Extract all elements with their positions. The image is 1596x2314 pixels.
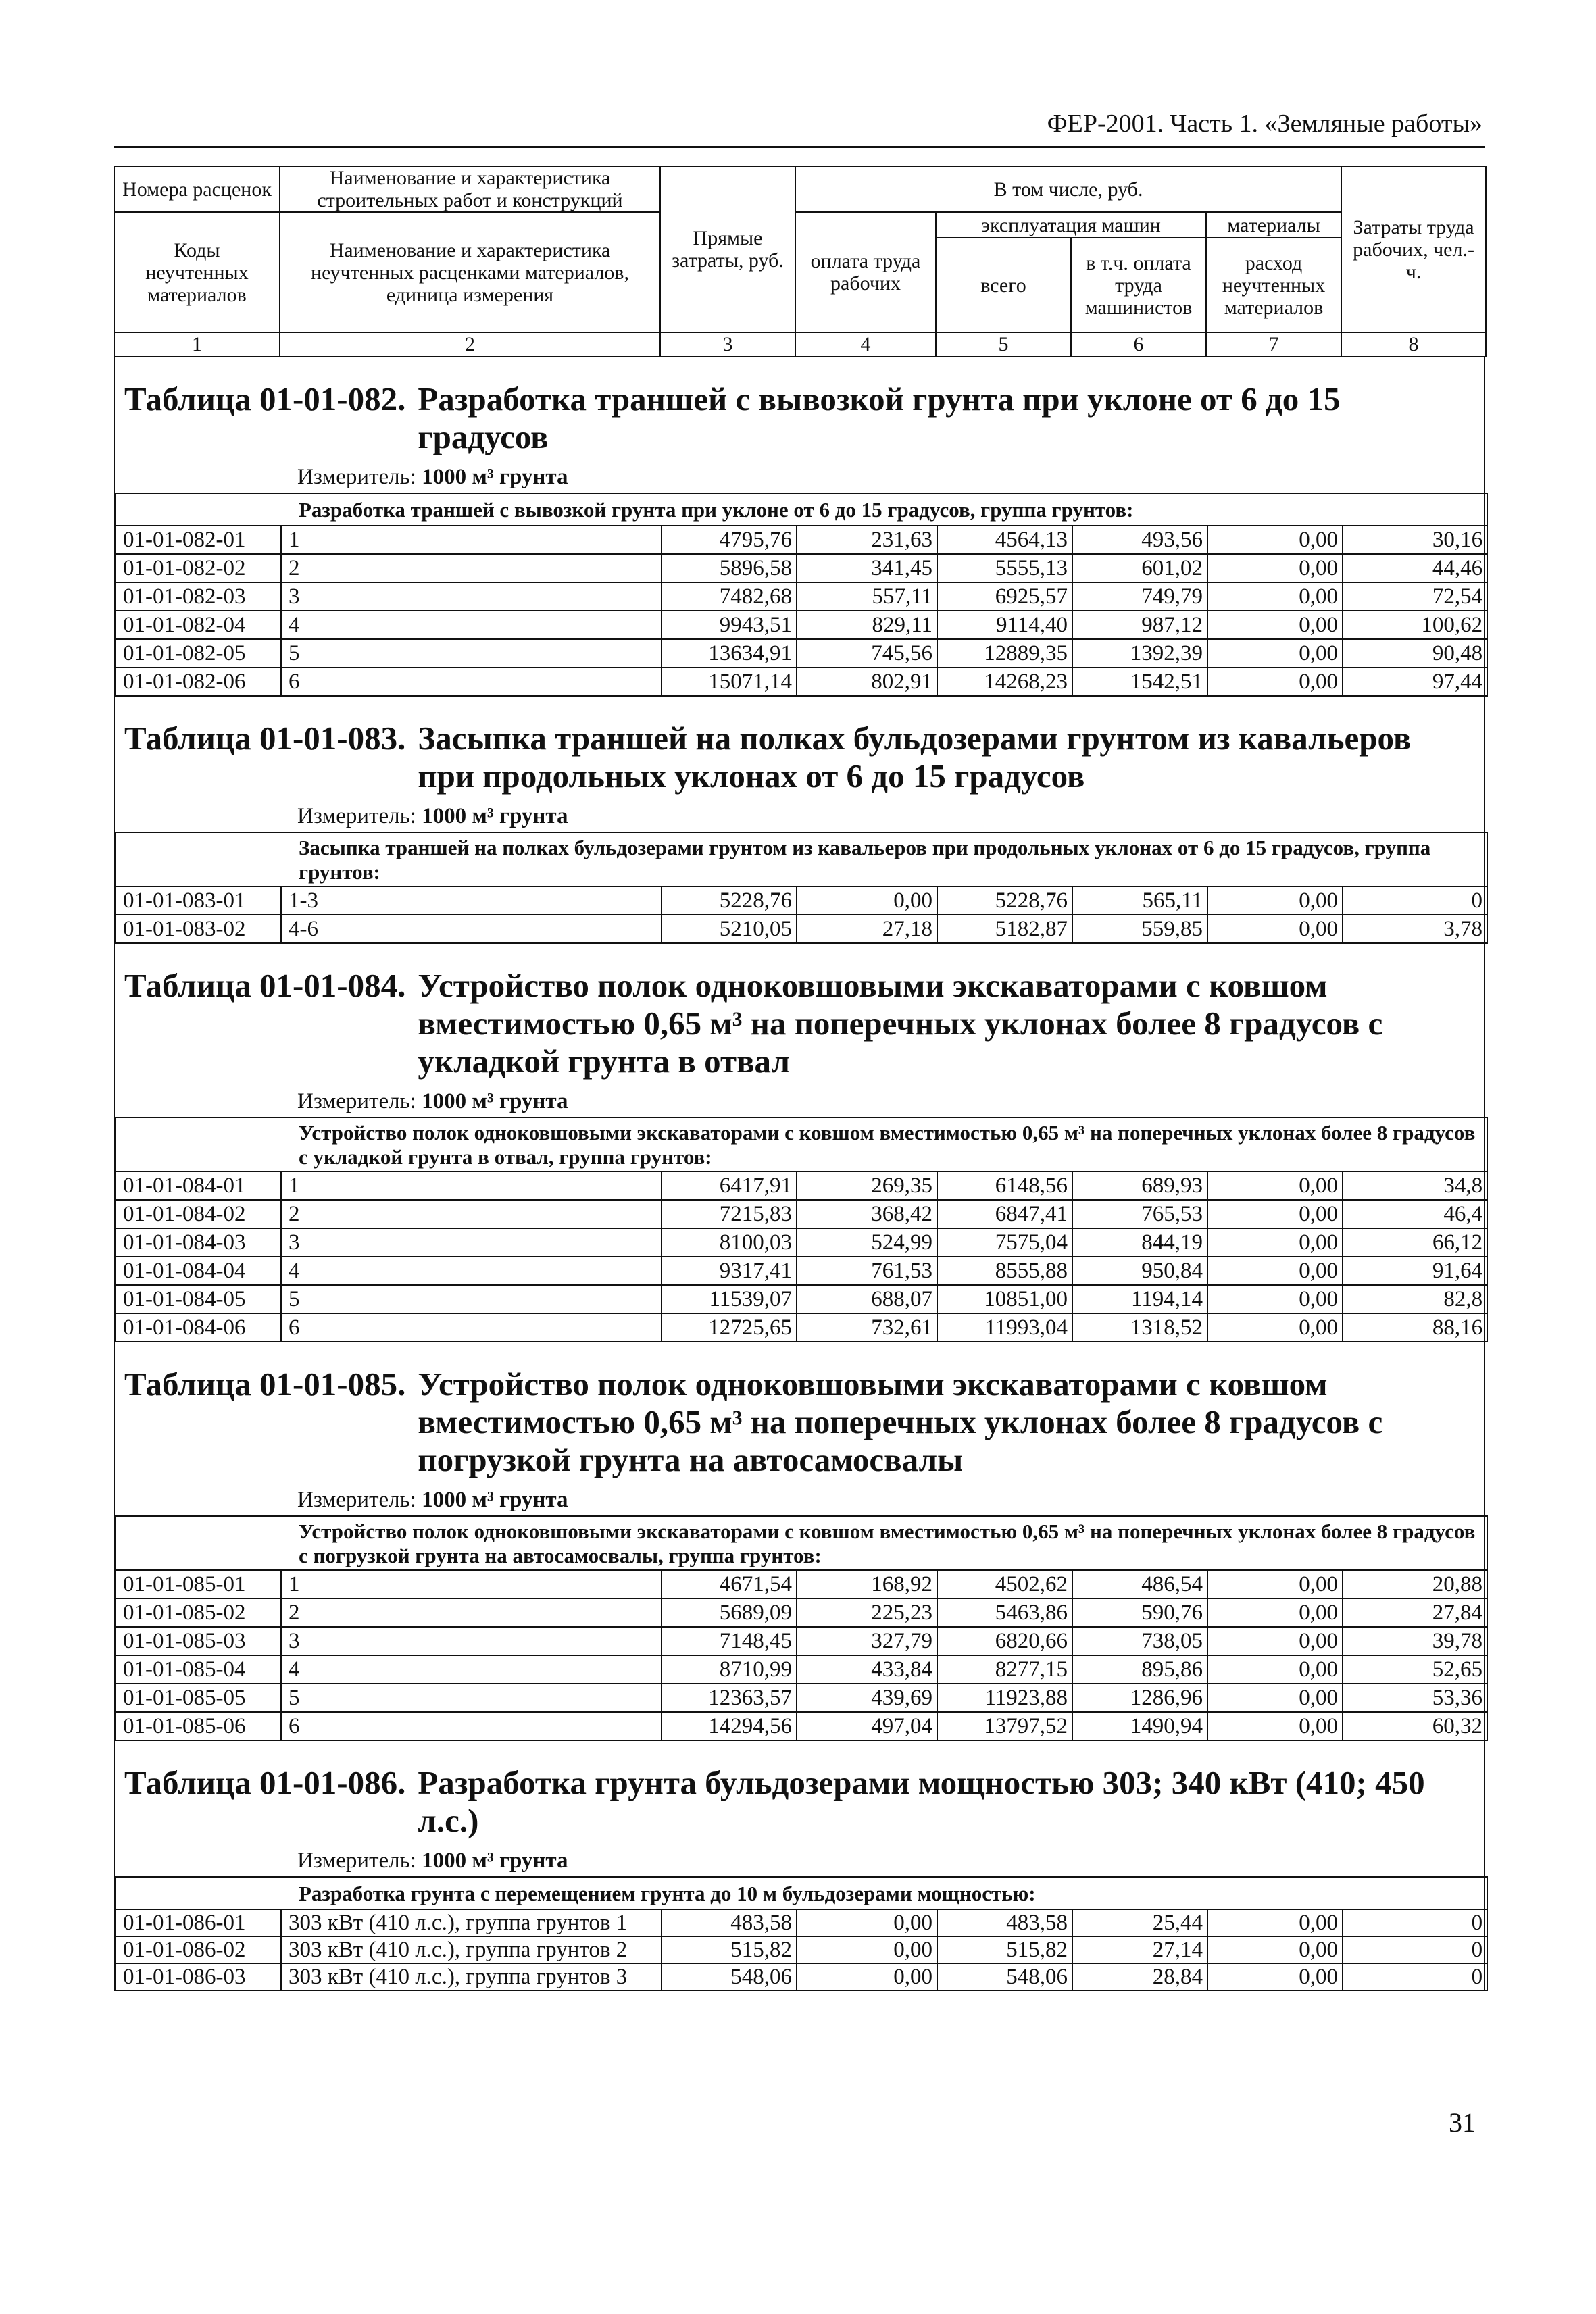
- table-row: [116, 582, 1487, 611]
- cell-value: 8710,99: [662, 1655, 797, 1684]
- cell-value: 0,00: [1207, 1712, 1343, 1740]
- rate-description: 5: [281, 639, 662, 668]
- cell-value: 1542,51: [1072, 668, 1207, 696]
- table-title: [115, 697, 1484, 801]
- rate-code: 01-01-085-02: [116, 1599, 281, 1627]
- cell-value: 5896,58: [662, 554, 797, 582]
- table-row: [116, 1684, 1487, 1712]
- cell-value: 8277,15: [937, 1655, 1072, 1684]
- table-title: [115, 1741, 1484, 1845]
- rate-description: 6: [281, 1712, 662, 1740]
- group-row: [116, 1877, 1487, 1909]
- rate-code: 01-01-083-01: [116, 886, 281, 915]
- cell-value: 6847,41: [937, 1200, 1072, 1228]
- table-meter: [115, 1845, 1484, 1876]
- cell-value: 950,84: [1072, 1257, 1207, 1285]
- cell-value: 13634,91: [662, 639, 797, 668]
- rate-table: [115, 832, 1488, 944]
- header-col3: Прямые затраты, руб.: [660, 166, 795, 332]
- rate-code: 01-01-082-05: [116, 639, 281, 668]
- cell-value: 27,18: [797, 915, 937, 943]
- group-title: Засыпка траншей на полках бульдозерами грунтом из кавальеров при продольных уклонах от 6 до 15 градусов, группа грунтов:: [116, 832, 1487, 886]
- table-row: [116, 886, 1487, 915]
- cell-value: 72,54: [1343, 582, 1487, 611]
- header-number-7: 7: [1206, 332, 1341, 357]
- cell-value: 30,16: [1343, 526, 1487, 554]
- cell-value: 5689,09: [662, 1599, 797, 1627]
- cell-value: 0,00: [1207, 1936, 1343, 1963]
- table-row: [116, 554, 1487, 582]
- cell-value: 5463,86: [937, 1599, 1072, 1627]
- table-title: [115, 1342, 1484, 1484]
- table-row: [116, 668, 1487, 696]
- group-title: Разработка траншей с вывозкой грунта при уклоне от 6 до 15 градусов, группа грунтов:: [116, 493, 1487, 526]
- cell-value: 0,00: [1207, 526, 1343, 554]
- table-title-text: Устройство полок одноковшовыми экскаваторами с ковшом вместимостью 0,65 м³ на поперечных уклонах более 8 градусов с укладкой грунта в отвал: [418, 967, 1383, 1080]
- rate-code: 01-01-085-05: [116, 1684, 281, 1712]
- cell-value: 20,88: [1343, 1570, 1487, 1599]
- cell-value: 8555,88: [937, 1257, 1072, 1285]
- group-row: [116, 1516, 1487, 1570]
- cell-value: 5555,13: [937, 554, 1072, 582]
- table-row: [116, 1570, 1487, 1599]
- table-title-text: Устройство полок одноковшовыми экскаваторами с ковшом вместимостью 0,65 м³ на поперечных уклонах более 8 градусов с погрузкой грунта на автосамосвалы: [418, 1365, 1383, 1478]
- cell-value: 5228,76: [937, 886, 1072, 915]
- cell-value: 745,56: [797, 639, 937, 668]
- cell-value: 12363,57: [662, 1684, 797, 1712]
- rate-description: 5: [281, 1285, 662, 1313]
- rate-table-section: [114, 697, 1485, 944]
- cell-value: 4502,62: [937, 1570, 1072, 1599]
- table-code: Таблица 01-01-085.: [124, 1365, 406, 1403]
- cell-value: 0,00: [1207, 1313, 1343, 1342]
- table-title-text: Разработка грунта бульдозерами мощностью 303; 340 кВт (410; 450 л.с.): [418, 1764, 1425, 1839]
- rate-description: 1: [281, 526, 662, 554]
- cell-value: 13797,52: [937, 1712, 1072, 1740]
- cell-value: 0,00: [1207, 1285, 1343, 1313]
- cell-value: 82,8: [1343, 1285, 1487, 1313]
- cell-value: 34,8: [1343, 1172, 1487, 1200]
- cell-value: 168,92: [797, 1570, 937, 1599]
- cell-value: 0,00: [1207, 668, 1343, 696]
- rate-code: 01-01-084-06: [116, 1313, 281, 1342]
- page-number: 31: [1449, 2107, 1476, 2138]
- cell-value: 0,00: [1207, 886, 1343, 915]
- table-title: [115, 944, 1484, 1086]
- table-row: [116, 1963, 1487, 1990]
- cell-value: 590,76: [1072, 1599, 1207, 1627]
- cell-value: 7215,83: [662, 1200, 797, 1228]
- rate-table: [115, 1515, 1488, 1741]
- cell-value: 0,00: [797, 1909, 937, 1936]
- header-number-4: 4: [795, 332, 936, 357]
- cell-value: 515,82: [937, 1936, 1072, 1963]
- rate-code: 01-01-084-03: [116, 1228, 281, 1257]
- header-number-5: 5: [936, 332, 1071, 357]
- group-title: Устройство полок одноковшовыми экскаваторами с ковшом вместимостью 0,65 м³ на поперечных уклонах более 8 градусов с укладкой грунта в отвал, группа грунтов:: [116, 1117, 1487, 1172]
- running-head: ФЕР-2001. Часть 1. «Земляные работы»: [1047, 109, 1482, 138]
- cell-value: 0,00: [797, 886, 937, 915]
- cell-value: 15071,14: [662, 668, 797, 696]
- table-row: [116, 1313, 1487, 1342]
- cell-value: 0,00: [1207, 611, 1343, 639]
- table-code: Таблица 01-01-082.: [124, 380, 406, 418]
- rate-description: 6: [281, 668, 662, 696]
- cell-value: 25,44: [1072, 1909, 1207, 1936]
- table-row: [116, 1172, 1487, 1200]
- group-row: [116, 493, 1487, 526]
- header-col8: Затраты труда рабочих, чел.-ч.: [1341, 166, 1486, 332]
- cell-value: 559,85: [1072, 915, 1207, 943]
- cell-value: 483,58: [937, 1909, 1072, 1936]
- table-meter: [115, 801, 1484, 832]
- rate-code: 01-01-082-01: [116, 526, 281, 554]
- cell-value: 433,84: [797, 1655, 937, 1684]
- cell-value: 0: [1343, 1963, 1487, 1990]
- header-number-6: 6: [1071, 332, 1206, 357]
- cell-value: 6148,56: [937, 1172, 1072, 1200]
- cell-value: 439,69: [797, 1684, 937, 1712]
- cell-value: 3,78: [1343, 915, 1487, 943]
- table-row: [116, 1712, 1487, 1740]
- rate-code: 01-01-086-01: [116, 1909, 281, 1936]
- rate-code: 01-01-085-06: [116, 1712, 281, 1740]
- table-row: [116, 915, 1487, 943]
- cell-value: 1194,14: [1072, 1285, 1207, 1313]
- table-row: [116, 1909, 1487, 1936]
- rate-description: 303 кВт (410 л.с.), группа грунтов 3: [281, 1963, 662, 1990]
- cell-value: 0,00: [797, 1963, 937, 1990]
- table-row: [116, 1655, 1487, 1684]
- cell-value: 689,93: [1072, 1172, 1207, 1200]
- header-col4: оплата труда рабочих: [795, 212, 936, 332]
- cell-value: 60,32: [1343, 1712, 1487, 1740]
- cell-value: 12889,35: [937, 639, 1072, 668]
- cell-value: 761,53: [797, 1257, 937, 1285]
- rate-code: 01-01-085-03: [116, 1627, 281, 1655]
- header-col1-bottom: Коды неучтенных материалов: [114, 212, 280, 332]
- rate-table: [115, 493, 1488, 697]
- table-meter: [115, 1484, 1484, 1515]
- rate-description: 3: [281, 1627, 662, 1655]
- rate-code: 01-01-082-04: [116, 611, 281, 639]
- cell-value: 11993,04: [937, 1313, 1072, 1342]
- cell-value: 0,00: [1207, 1963, 1343, 1990]
- rate-code: 01-01-084-01: [116, 1172, 281, 1200]
- table-row: [116, 1257, 1487, 1285]
- cell-value: 53,36: [1343, 1684, 1487, 1712]
- cell-value: 0,00: [1207, 1909, 1343, 1936]
- rate-table: [115, 1117, 1488, 1342]
- cell-value: 327,79: [797, 1627, 937, 1655]
- rate-code: 01-01-083-02: [116, 915, 281, 943]
- cell-value: 565,11: [1072, 886, 1207, 915]
- cell-value: 738,05: [1072, 1627, 1207, 1655]
- cell-value: 0,00: [1207, 915, 1343, 943]
- cell-value: 7148,45: [662, 1627, 797, 1655]
- cell-value: 90,48: [1343, 639, 1487, 668]
- cell-value: 0,00: [1207, 1228, 1343, 1257]
- cell-value: 4795,76: [662, 526, 797, 554]
- rate-code: 01-01-084-05: [116, 1285, 281, 1313]
- cell-value: 11539,07: [662, 1285, 797, 1313]
- rate-description: 1: [281, 1570, 662, 1599]
- cell-value: 802,91: [797, 668, 937, 696]
- table-title: [115, 357, 1484, 461]
- rate-table-section: [114, 944, 1485, 1342]
- header-number-8: 8: [1341, 332, 1486, 357]
- cell-value: 44,46: [1343, 554, 1487, 582]
- meter-label: Измеритель:: [297, 465, 416, 489]
- cell-value: 486,54: [1072, 1570, 1207, 1599]
- table-row: [116, 1599, 1487, 1627]
- cell-value: 231,63: [797, 526, 937, 554]
- cell-value: 9943,51: [662, 611, 797, 639]
- cell-value: 11923,88: [937, 1684, 1072, 1712]
- cell-value: 0,00: [797, 1936, 937, 1963]
- meter-value: 1000 м³ грунта: [422, 1488, 568, 1512]
- rate-table-section: [114, 357, 1485, 697]
- column-header-table: [114, 166, 1487, 357]
- rate-code: 01-01-086-02: [116, 1936, 281, 1963]
- cell-value: 1392,39: [1072, 639, 1207, 668]
- cell-value: 0,00: [1207, 639, 1343, 668]
- cell-value: 66,12: [1343, 1228, 1487, 1257]
- rate-description: 303 кВт (410 л.с.), группа грунтов 1: [281, 1909, 662, 1936]
- rate-description: 5: [281, 1684, 662, 1712]
- cell-value: 0,00: [1207, 1200, 1343, 1228]
- cell-value: 46,4: [1343, 1200, 1487, 1228]
- meter-label: Измеритель:: [297, 804, 416, 828]
- header-number-3: 3: [660, 332, 795, 357]
- meter-value: 1000 м³ грунта: [422, 1848, 568, 1873]
- table-title-text: Разработка траншей с вывозкой грунта при уклоне от 6 до 15 градусов: [418, 380, 1341, 455]
- cell-value: 14294,56: [662, 1712, 797, 1740]
- cell-value: 765,53: [1072, 1200, 1207, 1228]
- header-col5: всего: [936, 238, 1071, 332]
- cell-value: 0: [1343, 886, 1487, 915]
- cell-value: 749,79: [1072, 582, 1207, 611]
- rate-description: 1-3: [281, 886, 662, 915]
- group-row: [116, 832, 1487, 886]
- rate-description: 4: [281, 1655, 662, 1684]
- rate-code: 01-01-084-04: [116, 1257, 281, 1285]
- rate-code: 01-01-082-03: [116, 582, 281, 611]
- cell-value: 987,12: [1072, 611, 1207, 639]
- cell-value: 88,16: [1343, 1313, 1487, 1342]
- rate-table: [115, 1876, 1488, 1991]
- table-meter: [115, 461, 1484, 493]
- cell-value: 368,42: [797, 1200, 937, 1228]
- cell-value: 0: [1343, 1909, 1487, 1936]
- cell-value: 6417,91: [662, 1172, 797, 1200]
- cell-value: 0,00: [1207, 1627, 1343, 1655]
- cell-value: 493,56: [1072, 526, 1207, 554]
- cell-value: 10851,00: [937, 1285, 1072, 1313]
- cell-value: 0,00: [1207, 1570, 1343, 1599]
- cell-value: 601,02: [1072, 554, 1207, 582]
- meter-value: 1000 м³ грунта: [422, 465, 568, 489]
- cell-value: 6925,57: [937, 582, 1072, 611]
- header-rule: [114, 146, 1485, 148]
- cell-value: 1318,52: [1072, 1313, 1207, 1342]
- rate-table-section: [114, 1342, 1485, 1741]
- cell-value: 97,44: [1343, 668, 1487, 696]
- cell-value: 844,19: [1072, 1228, 1207, 1257]
- meter-label: Измеритель:: [297, 1848, 416, 1873]
- table-row: [116, 1285, 1487, 1313]
- rate-code: 01-01-082-06: [116, 668, 281, 696]
- rate-code: 01-01-084-02: [116, 1200, 281, 1228]
- cell-value: 7575,04: [937, 1228, 1072, 1257]
- table-row: [116, 1200, 1487, 1228]
- cell-value: 6820,66: [937, 1627, 1072, 1655]
- table-row: [116, 639, 1487, 668]
- cell-value: 5182,87: [937, 915, 1072, 943]
- table-title-text: Засыпка траншей на полках бульдозерами грунтом из кавальеров при продольных уклонах от 6 до 15 градусов: [418, 720, 1412, 795]
- header-machines: эксплуатация машин: [936, 212, 1206, 238]
- cell-value: 0,00: [1207, 582, 1343, 611]
- rate-description: 1: [281, 1172, 662, 1200]
- rate-tables: [114, 357, 1485, 1991]
- cell-value: 91,64: [1343, 1257, 1487, 1285]
- cell-value: 0: [1343, 1936, 1487, 1963]
- rate-description: 4: [281, 611, 662, 639]
- group-row: [116, 1117, 1487, 1172]
- cell-value: 269,35: [797, 1172, 937, 1200]
- rate-code: 01-01-082-02: [116, 554, 281, 582]
- cell-value: 0,00: [1207, 554, 1343, 582]
- rate-table-section: [114, 1741, 1485, 1991]
- cell-value: 9114,40: [937, 611, 1072, 639]
- cell-value: 27,14: [1072, 1936, 1207, 1963]
- rate-description: 3: [281, 1228, 662, 1257]
- group-title: Устройство полок одноковшовыми экскаваторами с ковшом вместимостью 0,65 м³ на поперечных уклонах более 8 градусов с погрузкой грунта на автосамосвалы, группа грунтов:: [116, 1516, 1487, 1570]
- cell-value: 1286,96: [1072, 1684, 1207, 1712]
- table-code: Таблица 01-01-084.: [124, 967, 406, 1004]
- rate-code: 01-01-085-04: [116, 1655, 281, 1684]
- table-row: [116, 526, 1487, 554]
- cell-value: 732,61: [797, 1313, 937, 1342]
- cell-value: 9317,41: [662, 1257, 797, 1285]
- cell-value: 557,11: [797, 582, 937, 611]
- cell-value: 39,78: [1343, 1627, 1487, 1655]
- header-incl: В том числе, руб.: [795, 166, 1341, 212]
- header-col2-bottom: Наименование и характеристика неучтенных расценками материалов, единица измерения: [280, 212, 660, 332]
- cell-value: 100,62: [1343, 611, 1487, 639]
- cell-value: 12725,65: [662, 1313, 797, 1342]
- header-number-2: 2: [280, 332, 660, 357]
- table-row: [116, 1936, 1487, 1963]
- cell-value: 52,65: [1343, 1655, 1487, 1684]
- header-col1-top: Номера расценок: [114, 166, 280, 212]
- cell-value: 4671,54: [662, 1570, 797, 1599]
- cell-value: 14268,23: [937, 668, 1072, 696]
- cell-value: 895,86: [1072, 1655, 1207, 1684]
- cell-value: 515,82: [662, 1936, 797, 1963]
- rate-description: 2: [281, 554, 662, 582]
- meter-label: Измеритель:: [297, 1488, 416, 1512]
- table-meter: [115, 1086, 1484, 1117]
- table-row: [116, 1228, 1487, 1257]
- cell-value: 28,84: [1072, 1963, 1207, 1990]
- rate-description: 303 кВт (410 л.с.), группа грунтов 2: [281, 1936, 662, 1963]
- cell-value: 4564,13: [937, 526, 1072, 554]
- header-number-1: 1: [114, 332, 280, 357]
- table-code: Таблица 01-01-083.: [124, 720, 406, 757]
- cell-value: 0,00: [1207, 1655, 1343, 1684]
- cell-value: 548,06: [937, 1963, 1072, 1990]
- cell-value: 548,06: [662, 1963, 797, 1990]
- rate-description: 3: [281, 582, 662, 611]
- rate-description: 2: [281, 1599, 662, 1627]
- cell-value: 225,23: [797, 1599, 937, 1627]
- cell-value: 497,04: [797, 1712, 937, 1740]
- cell-value: 0,00: [1207, 1172, 1343, 1200]
- header-col2-top: Наименование и характеристика строительных работ и конструкций: [280, 166, 660, 212]
- rate-description: 4-6: [281, 915, 662, 943]
- header-col7: расход неучтенных материалов: [1206, 238, 1341, 332]
- rate-description: 6: [281, 1313, 662, 1342]
- cell-value: 341,45: [797, 554, 937, 582]
- cell-value: 524,99: [797, 1228, 937, 1257]
- header-col6: в т.ч. оплата труда машинистов: [1071, 238, 1206, 332]
- cell-value: 0,00: [1207, 1599, 1343, 1627]
- cell-value: 1490,94: [1072, 1712, 1207, 1740]
- header-materials: материалы: [1206, 212, 1341, 238]
- cell-value: 5228,76: [662, 886, 797, 915]
- rate-description: 4: [281, 1257, 662, 1285]
- rate-description: 2: [281, 1200, 662, 1228]
- document-page: [114, 101, 1485, 1991]
- table-row: [116, 1627, 1487, 1655]
- rate-code: 01-01-085-01: [116, 1570, 281, 1599]
- meter-label: Измеритель:: [297, 1089, 416, 1113]
- cell-value: 5210,05: [662, 915, 797, 943]
- cell-value: 7482,68: [662, 582, 797, 611]
- cell-value: 829,11: [797, 611, 937, 639]
- cell-value: 483,58: [662, 1909, 797, 1936]
- cell-value: 0,00: [1207, 1684, 1343, 1712]
- meter-value: 1000 м³ грунта: [422, 804, 568, 828]
- cell-value: 688,07: [797, 1285, 937, 1313]
- rate-code: 01-01-086-03: [116, 1963, 281, 1990]
- table-row: [116, 611, 1487, 639]
- table-code: Таблица 01-01-086.: [124, 1764, 406, 1801]
- cell-value: 8100,03: [662, 1228, 797, 1257]
- group-title: Разработка грунта с перемещением грунта до 10 м бульдозерами мощностью:: [116, 1877, 1487, 1909]
- cell-value: 0,00: [1207, 1257, 1343, 1285]
- cell-value: 27,84: [1343, 1599, 1487, 1627]
- meter-value: 1000 м³ грунта: [422, 1089, 568, 1113]
